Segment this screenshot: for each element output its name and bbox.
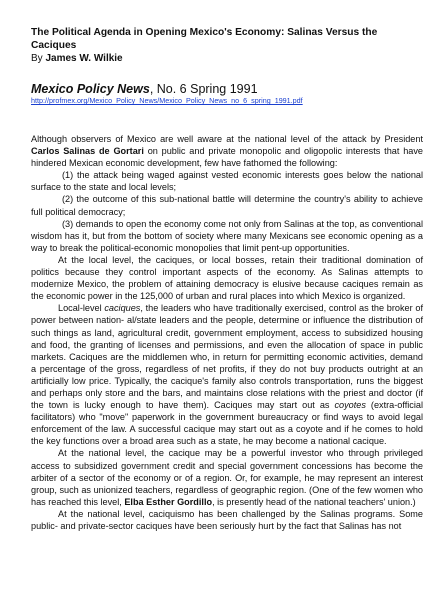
point-2: (2) the outcome of this sub-national battle will determine the country's ability to achieve full political democracy; <box>31 194 423 217</box>
point-3: (3) demands to open the economy come not only from Salinas at the top, as conventional wisdom has it, but from the bottom of society where many Mexicans see economic opening as a way to break the political-economic monopolies that limit pent-up opportunities. <box>31 218 423 253</box>
paragraph-caciquismo: At the national level, caciquismo has been challenged by the Salinas programs. Some public- and private-sector caciques have been seriously hurt by the fact that Salinas has not <box>31 508 423 531</box>
publication-name: Mexico Policy News <box>31 82 150 96</box>
paragraph-local-level: At the local level, the caciques, or local bosses, retain their traditional domination of politics because they control important aspects of the economy. As Salinas attempts to modernize Mexico, the problem of attaining democracy is elusive because caciques remain as the economic power in the 125,000 of urban and rural places into which Mexico is organized. <box>31 254 423 302</box>
president-name: Carlos Salinas de Gortari <box>31 146 144 157</box>
union-head-name: Elba Esther Gordillo <box>124 496 213 507</box>
paragraph-intro: Although observers of Mexico are well aware at the national level of the attack by President Carlos Salinas de Gortari on public and private monopolic and oligopolic interests that have hindered Mexican economic development, few have fathomed the following: <box>31 134 423 169</box>
term-caciques: caciques <box>104 303 141 314</box>
byline <box>31 52 423 65</box>
publication-line <box>31 82 423 96</box>
author-name: James W. Wilkie <box>45 53 123 64</box>
term-coyotes: coyotes <box>334 400 366 411</box>
article-body <box>31 133 423 532</box>
publication-issue: , No. 6 Spring 1991 <box>149 82 258 96</box>
source-link[interactable]: http://profmex.org/Mexico_Policy_News/Mexico_Policy_News_no_6_spring_1991.pdf <box>31 96 303 105</box>
article-title: The Political Agenda in Opening Mexico's Economy: Salinas Versus the Caciques <box>31 27 378 51</box>
paragraph-caciques: Local-level caciques, the leaders who have traditionally exercised, control as the broker of power between nation- al/state leaders and the people, determine or influence the distribution of such things as land, agricultural credit, government employment, access to subsidized housing and food, the granting of licenses and permissions, and even the allocation of space in public markets. Caciques are the middlemen who, in return for permitting economic activities, demand a percentage of the gross, regardless of net profits, if they do not buy products outright at an artificially low price. Typically, the cacique's family also controls transportation, runs the biggest and perhaps only store and the bars, and maintains close relations with the priest and doctor (if the town is lucky enough to have them). Caciques may start out as coyotes (extra-official facilitators) who "move" paperwork in the government bureaucracy or find ways to avoid legal enforcement of the law. A successful cacique may start out as a coyote and if he comes to hold the key functions over a broad area such as a state, he may become a national cacique. <box>31 303 424 447</box>
paragraph-national-level: At the national level, the cacique may be a powerful investor who through privileged access to subsidized government credit and special government concessions has become the arbiter of a sector of the economy or of a region. Or, for example, he may represent an interest group, such as unionized teachers, regardless of geographic region. (One of the few women who has reached this level, Elba Esther Gordillo, is presently head of the national teachers' union.) <box>31 448 423 507</box>
byline-prefix: By <box>31 53 46 64</box>
point-1: (1) the attack being waged against vested economic interests goes below the national surface to the state and local levels; <box>31 170 423 193</box>
